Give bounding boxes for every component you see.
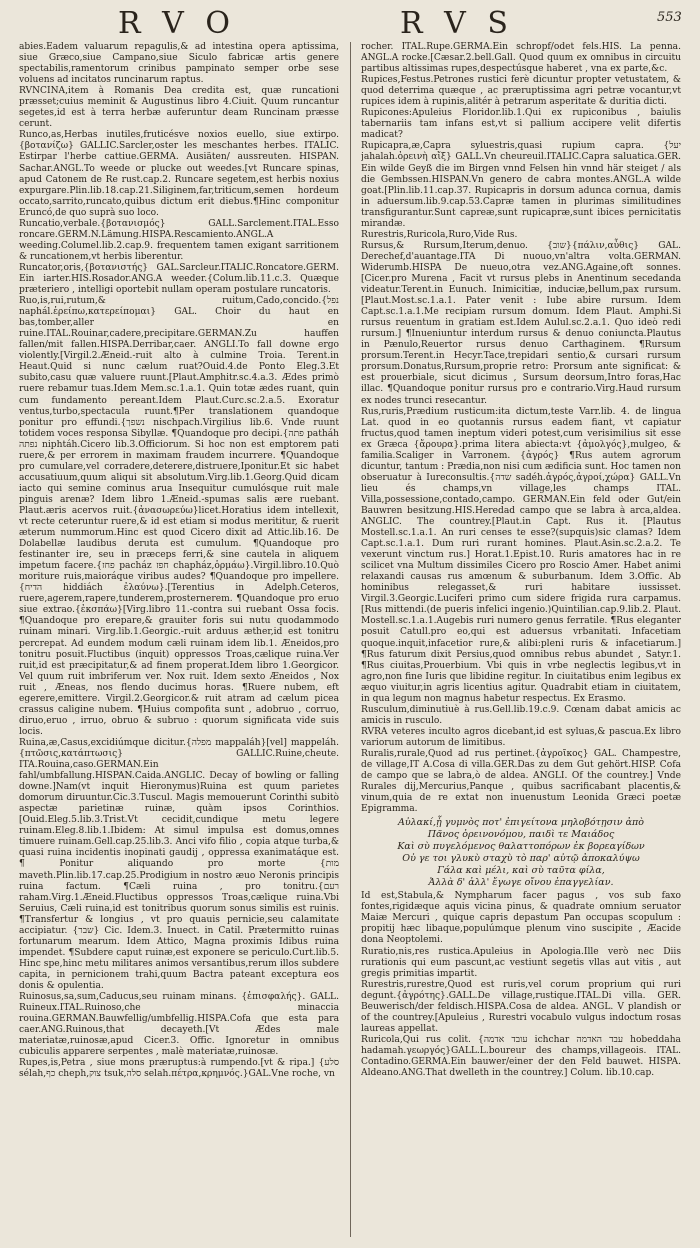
greek-line: Ἀλλὰ δ' ἀλλ' ἔγωγε οἴνου ἐπαγγελίαν. bbox=[428, 877, 614, 889]
greek-line: Καὶ σὺ πυγελόμενος θαλαττοπόρων ἐκ βορεαγίδων bbox=[397, 841, 645, 853]
entry-runcina: RVNCINA,item à Romanis Dea credita est, quæ runcationi præsset;cuius meminit & Augustinus libro 4.Ciuit. Quum runcantur segetes,id est à terra herbæ auferuntur deam Runcinam præsse cerunt. bbox=[19, 86, 339, 130]
entry-rupes: Rupes,is,Petra , siue mons præruptus:à rumpendo.[vt & ripa.] {סלע sélah,כף cheph,צוק tsuk,סלה selah.πέτρα,κρημνός.}GAL.Vne roche, vn bbox=[19, 1058, 339, 1080]
greek-line: Οὐ γε τοι γλυκὺ σταχὺ τὸ παρ' αὐτῷ ἀποκαλύψω bbox=[402, 853, 640, 865]
entry-abies: abies.Eadem valuarum repagulis,& ad intestina opera aptissima, siue Græco,siue Campano,siue Siculo fabricæ artis genere spectabilis,ramentorum crinibus pampinato semper orbe sese voluens ad incitatos runcinarum raptus. bbox=[19, 42, 339, 86]
entry-ruralis: Ruralis,rurale,Quod ad rus pertinet.{ἀγροῖκος} GAL. Champestre, de village,IT A.Cosa di villa.GER.Das zu dem Gut gehört.HISP. Cofa de campo que se labra,ò de aldea. ANGLI. Of the countrey.] Vnde Rurales dij,Mercurius,Panque , quibus sacrificabant placentis,& vinum,quia de re extat non inuenustum Leonida Græci poetæ Epigramma. bbox=[361, 749, 681, 815]
entry-rurestris-ref: Rurestris,Ruricola,Ruro,Vide Rus. bbox=[361, 229, 518, 240]
entry-runcatio: Runcatio,verbale.{βοτανισμός} GALL.Sarclement.ITAL.Esso roncare.GERM.N.Lämung.HISPA.Rescamiento.ANGL.A weeding.Columel.lib.2.cap.9. frequentem tamen exigant sarritionem & runcationem,vt herbis liberentur. bbox=[19, 218, 339, 262]
entry-rupes-cont: rocher. ITAL.Rupe.GERMA.Ein schropf/odet fels.HIS. La penna. ANGL.A rocke.[Cæsar.2.bell.Gall. Quod quum ex omnibus in circuitu partibus altissimas rupes,despectúsque haberet , vna ex parte,&c. bbox=[361, 42, 681, 75]
entry-rupices: Rupices,Festus.Petrones rustici ferè dicuntur propter vetustatem, & quod deterrima quæque , ac præruptissima agri petræ vocantur,vt rupices idem à rupinis,alitér à petrarum asperitate & duritia dicti. bbox=[361, 75, 681, 108]
entry-rupicapra: Rupicapra,æ,Capra syluestris,quasi rupium capra. {יעל jahalah.ὀρεινὴ αἴξ} GALL.Vn cheureuil.ITALIC.Capra saluatica.GER. Ein wilde Geyß die im Birgen vnnd Felsen hin vnnd här steiget / als die Gembssen.HISPAN.Vn genero de cabra montes.ANGL.A wilde goat.[Plin.lib.11.cap.37. Rupicapris in dorsum adunca cornua, damis in aduersum.lib.9.cap.53.Capræ tamen in plurimas similitudines transfigurantur.Sunt capreæ,sunt rupicapræ,sunt ibices pernicitatis mirandæ. bbox=[361, 141, 681, 229]
entry-ruo: Ruo,is,rui,rutum,& ruitum,Cado,concido.{נפל naphál.ἐρείπω,κατερείπομαι} GAL. Choir du haut en bas,tomber,aller en ruine.ITAL.Rouinar,cadere,precipitare.GERMAN.Zu hauffen fallen/mit fallen.HISPA.Derribar,caer. ANGLI.To fall downe ergo violently.[Virgil.2.Æneid.-ruit alto à culmine Troia. Terent.in Heaut.Quid si nunc cælum ruat?Ouid.4.de Ponto Eleg.3.Et subito,casu quæ valuere ruunt.[Plaut.Amphitr.sc.4.a.3. Ædes primò ruere rebamur tuas.Idem Mem.sc.1.a.1. Quin totæ ædes ruant, quin cum fundamento pereant.Idem Plaut.Curc.sc.2.a.5. Exoratur ventus,turbo,spectacula ruunt.¶Per translationem quandoque ponitur pro effundi.{נשפך nischpach.Virgilius lib.6. Vnde ruunt totidem voces responsa Sibyllæ. ¶Quandoque pro decipi.{פתה patháh נפתה niphtáh.Cicero lib.3.Officiorum. Si hoc non est emptorem pati ruere,& per errorem in maximam fraudem incurrere. ¶Quandoque pro cumulare,vel corradere,deterere,distruere,Iponitur.Et sic habet accusatiuum,quum aliqui sit absolutum.Virg.lib.1.Georg.Quid dicam iacto qui semine cominus arua Insequitur cumulósque ruit male pinguis arenæ? Idem libro 1.Æneid.-spumas salis ære ruebant. Plaut.æris acervos ruit.{ἀνασωρεύω}licet.Horatius idem intellexit, vt recte ceteruntur ruere,& id est etiam si modus merititur, & ruerit æterum nummorum.Hinc est quod Cicero dixit ad Attic.lib.16. De Dolabellæ laudibus deruta est cumulum. ¶Quandoque pro festinanter ire, seu in præceps ferri,& sine cautela in aliquem impetum facere.{פחז pacház חפז chapház,ὁρμάω}.Virgil.libro.10.Quò moriture ruis,maioráque viribus audes? ¶Quandoque pro impellere.{הדיח hiddiách ἐλαύνω}.[Terentius in Adelph.Ceteros, ruere,agerem,rapere,tunderem,prosternerem. ¶Quandoque pro eruo siue extrao.{ἐκσπάω}[Virg.libro 11.-contra sui ruebant Ossa focis. ¶Quandoque pro erepare,& grauiter foris sui nutu quodammodo ruinam minari. Virg.lib.1.Georgic.-ruit arduus æther,id est tonitru percrepat. Ad eundem modum cæli ruinam idem lib.1. Æneidos,pro tonitru posuit.Fluctibus (inquit) oppressos Troas,cælique ruina.Ver ruit,id est præcipitatur,& ad finem properat.Idem libro 1.Georgicor. Vel quum ruit imbriferum ver. Nox ruit. Idem sexto Æneidos , Nox ruit , Æneas, nos flendo ducimus horas. ¶Ruere nubem, eft egerere,emittere. Virgil.2.Georgicor.& ruit atram ad cælum picea crassus caligine nubem. ¶Huius compofita sunt , adobruo , corruo, diruo,eruo , irruo, obruo & subruo : quorum significata vide suis locis. bbox=[19, 296, 339, 737]
entry-rupicones: Rupicones:Apuleius Floridor.lib.1.Qui ex rupiconibus , baiulis tabernariis tam infans est,vt si pallium accipere velit difertis madicat? bbox=[361, 108, 681, 141]
page-number: 553 bbox=[657, 10, 682, 25]
entry-ruinosus: Ruinosus,sa,sum,Caducus,seu ruinam minans. {ἐπισφαλής}. GALL. Ruineux.ITAL.Ruinoso,che minaccia rouina.GERMAN.Bauwfellig/umbfellig.HISPA.Cofa que esta para caer.ANG.Ruinous,that decayeth.[Vt Ædes male materiatæ,ruinosæ,apud Cicer.3. Offic. Ignoretur in omnibus cubiculis apparere serpentes , malè materiatæ,ruinosæ. bbox=[19, 992, 339, 1058]
header-right-title: R V S bbox=[400, 6, 514, 41]
header-left-title: R V O bbox=[118, 6, 236, 41]
greek-epigram bbox=[361, 817, 681, 889]
entry-rus: Rus,ruris,Prædium rusticum:ita dictum,teste Varr.lib. 4. de lingua Lat. quod in eo quotannis rursus eadem fiant, vt capiatur fructus,quod tamen ineptum videri potest,cum verisimilius sit esse ex Græca {ἄρουρα}.prima litera abiecta:vt {ἀμολγός},mulgeo, & familia.Scaliger in Varronem. {ἀγρός} ¶Rus autem agrorum dicuntur, tantum : Prædia,non nisi cum ædificia sunt. Hoc tamen non obseruatur à Iureconsultis.{שדה sadéh.ἀγρός,ἀγροί,χώρα} GALL.Vn lieu és champs,vn village,les champs ITAL. Villa,possessione,contado,campo. GERMAN.Ein feld oder Gut/ein Bauwren besitzung.HIS.Heredad campo que se labra à arca,aldea. ANGLIC. The countrey.[Plaut.in Capt. Rus it. [Plautus Mostell.sc.1.a.1. An ruri censes te esse?(supquis)sic clamas? Idem Capt.sc.1.a.1. Dum ruri rurant homines. Plaut.Asin.sc.2.a.2. Te vexerunt vinctum rus.] Horat.1.Epist.10. Ruris amatores hac in re scilicet vna Multum dissimiles Cicero pro Roscio Amer. Habet animi relaxandi causas rus amœnum & suburbanum. Idem 3.Offic. Ab hominibus relegasset,& ruri habitare iussisset. Virgil.3.Georgic.Luciferi primo cum sidere frigida rura carpamus. [Rus mittendi.(de pueris infelici ingenio.)Quintilian.cap.9.lib.2. Plaut. Mostell.sc.1.a.1.Augebis ruri numero genus ferratile. ¶Rus eleganter posuit Catull.pro eo,qui est aduersus vrbanitati. Infacetiam quoque.inquit,infacetior rure,& alibi:pleni ruris & infacetiarum.] ¶Rus faturum dixit Persius,quod omnibus rebus abundet , Satyr.1. ¶Rus ciuitas,Prouerbium. Vbi quis in vrbe neglectis legibus,vt in agro,non fine Iuris que libidine regitur. In ciuitatibus enim legibus ex æquo viuitur,in agris licentius agitur. Quadrabit etiam in ciuitatem, in qua legum non magnus habetur respectus. Ex Erasmo. bbox=[361, 406, 681, 704]
entry-ruina: Ruina,æ,Casus,excidiúmque dicitur.{מפלה mappaláh}[vel] mappeláh.{πτῶσις,κατάπτωσις} GALLIC.Ruine,cheute. ITA.Rouina,caso.GERMAN.Ein fahl/umbfallung.HISPAN.Caida.ANGLIC. Decay of bowling or falling downe.]Nam(vt inquit Hieronymus)Ruina est quum parietes domorum diruuntur.Cic.3.Tuscul. Magis memouerunt Corinthi subitò aspectæ parietinæ ruinæ, quàm ipsos Corinthios. [Ouid.Eleg.5.lib.3.Trist.Vt cecidit,cundique metu legere ruinam.Eleg.8.lib.1.Ibidem: At simul impulsa est domus,omnes timuere ruinam.Gell.cap.25.lib.3. Anci vifo filio , copia atque turba,& quasi ruina incidentis inopinati gaudij , oppressa exanimatáque est. ¶ Ponitur aliquando pro morte {מות maveth.Plin.lib.17.cap.25.Prodigium in nostro æuo Neronis principis ruina factum. ¶Cæli ruina , pro tonitru.{רעם raham.Virg.1.Æneid.Fluctibus oppressos Troas,cælique ruina.Vbi Seruius, Cæli ruina,id est tonitribus quorum sonus similis est ruinis. ¶Transfertur & longius , vt pro quauis pernicie,seu calamitate accipiatur. {שבר} Cic. Idem.3. Inuect. in Catil. Prætermitto ruinas fortunarum mearum. Idem Attico, Magna proximis Idibus ruina impendet. ¶Subdere caput ruinæ,est exponere se periculo.Curt.lib.5. Hinc spe,hinc metu militares animos versantibus,rerum illos subdere capita, in pernicionem trahi,quum Bactra pateant exceptura eos donis & opulentia. bbox=[19, 737, 339, 991]
right-column bbox=[361, 42, 681, 1238]
greek-line: Αὐλακί,ᾗ γυμνὸς ποτ' ἐπιγείτονα μηλοβότῃσιν ἀπὸ bbox=[398, 817, 644, 829]
greek-line: Πᾶνος ὀρεινονόμου, παιδὶ τε Μαιάδος bbox=[427, 829, 615, 841]
left-column bbox=[19, 42, 339, 1238]
entry-ruricola: Ruricola,Qui rus colit. {עובד אדמה ichchar עבד האדמה hobeddaha hadamah.γεωργός}GALL.L.boureur des champs,villageois. ITAL. Contadino.GERMA.Ein bauwer/einer der den Feld bauwet. HISPA. Aldeano.ANG.That dwelleth in the countrey.] Colum. lib.10.cap. bbox=[361, 1034, 681, 1079]
entry-runco: Runco,as,Herbas inutiles,fruticésve noxios euello, siue extirpo. {βοτανίζω} GALLIC.Sarcler,oster les meschantes herbes. ITALIC. Estirpar l'herbe cattiue.GERMA. Ausiäten/ aussreuten. HISPAN. Sachar.ANGL.To weede or plucke out weedes.[vt Runcare spinas, apud Catonem de Re rust.cap.2. Runcare segetem,est herbis noxius expurgare.Plin.lib.18.cap.21.Siliginem,far,triticum,semen hordeum occato,sarrito,runcato,quibus dictum erit diebus.¶Hinc componitur Eruncó,de quo suprà suo loco. bbox=[19, 130, 339, 218]
greek-line: Γάλα καὶ μέλι, καὶ σὺ ταῦτα φίλα, bbox=[437, 865, 605, 877]
entry-rurestris: Rurestris,rurestre,Quod est ruris,vel corum proprium qui ruri degunt.{ἀγρότης}.GALL.De village,rustique.ITAL.Di villa. GER. Beuwerisch/der feldisch.HISPA.Cosa de aldea. ANGL. V plandish or of the countrey.[Apuleius , Rurestri vocabulo vulgus indoctum rosas laureas appellat. bbox=[361, 979, 681, 1034]
entry-rursus: Rursus,& Rursum,Iterum,denuo. {שוב}{πάλιν,αὖθις} GAL. Derechef,d'auantage.ITA Di nuouo,vn'altra volta.GERMAN. Widerumb.HISPA De nueuo,otra vez.ANG.Againe,oft sonnes.[Cicer.pro Murena , Facit vt rursus plebs in Anentinum secedanda videatur.Terent.in Eunuch. Inimicitiæ, induciæ,bellum,pax rursum.[Plaut.Most.sc.1.a.1. Pater venit : Iube abire rursum. Idem Capt.sc.1.a.1.Me recipiam rursum domum. Idem Plaut. Amphi.Si rursus reuentum in gratiam est.Idem Aulul.sc.2.a.1. Quo ideò redi rursum.] ¶Inueniuntur interdum rursus & denuo coniuncta.Plautus in Pænulo,Reuertor rursus denuo Carthaginem. ¶Rursum prorsum.Terent.in Hecyr.Tace,trepidari sentio,& cursari rursum prorsum.Donatus,Rursum,proprie retro: Prorsum ante significat: & est prouerbiale, sicut dicimus , Sursum deorsum,Intro foras,Hac illac. ¶Quandoque ponitur rursus pro e contrario.Virg.Haud rursum ex nodes trunci resecantur. bbox=[361, 240, 681, 406]
entry-id-est: Id est,Stabula,& Nympharum facer pagus , vos sub faxo fontes,rigidæque aquis vicina pinus, & quadrate omnium seruator Maiæ Mercuri , quique capris depastum Pan occupas scopulum : propitij hæc libaque,populúmque plenum vino suscipite , Æacide dona Neoptolemi. bbox=[361, 891, 681, 946]
column-divider bbox=[350, 42, 351, 1237]
entry-rura: RVRA veteres inculto agros dicebant,id est syluas,& pascua.Ex libro variorum autorum de limitibus. bbox=[361, 726, 681, 748]
running-header bbox=[0, 6, 700, 42]
entry-runcator: Runcator,oris,{βοτανιστής} GAL.Sarcleur.ITALIC.Roncatore.GERM. Ein iarter.HIS.Rosador.ANG.A weeder.{Colum.lib.11.c.3. Quæque præteriero , intelligi oportebit nullam operam postulare runcatoris. bbox=[19, 262, 339, 296]
entry-rusculum: Rusculum,diminutiuè à rus.Gell.lib.19.c.9. Cœnam dabat amicis ac amicis in rusculo. bbox=[361, 704, 681, 726]
entry-ruratio: Ruratio,nis,res rustica.Apuleius in Apologia.Ille verò nec Diis rurationis qui eum pascunt,ac vestiunt segetis vllas aut vitis , aut gregis primitias impartit. bbox=[361, 946, 681, 979]
